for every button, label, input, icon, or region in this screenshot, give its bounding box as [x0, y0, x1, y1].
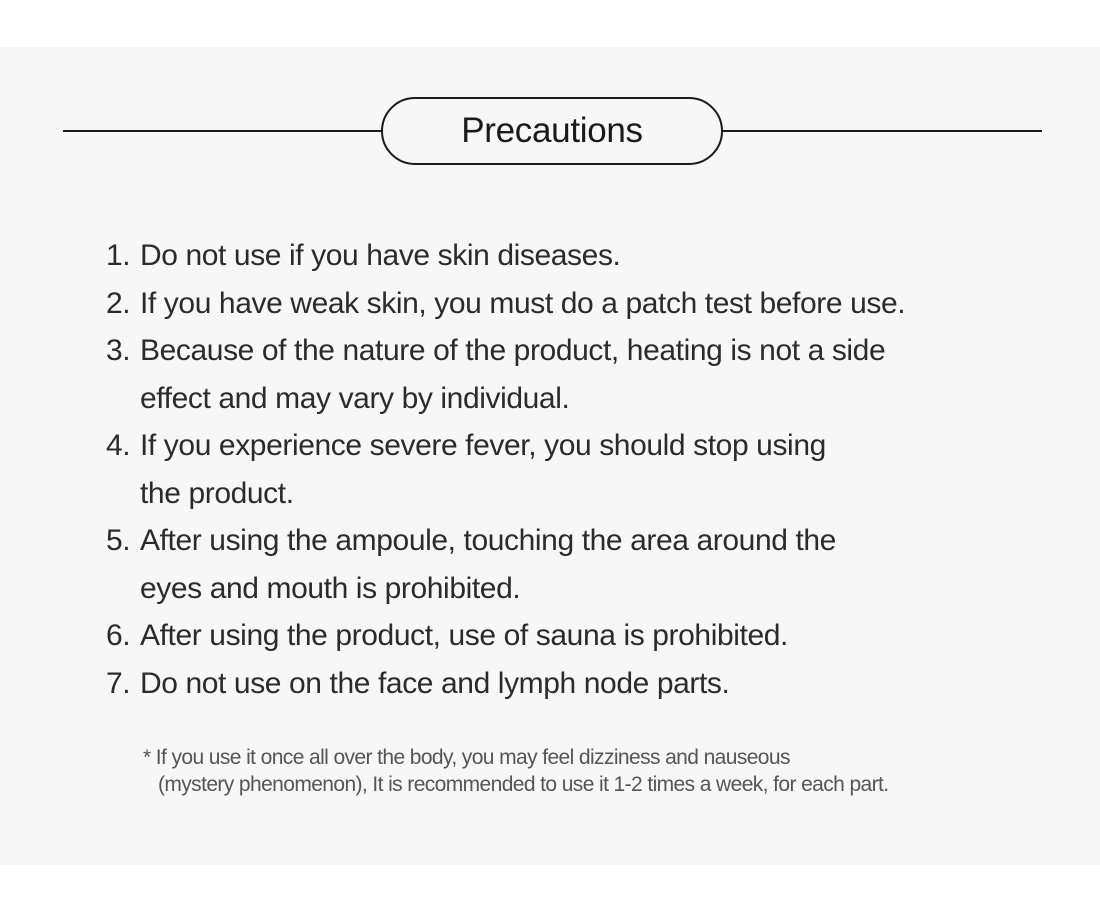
- item-text-line: After using the ampoule, touching the area around the: [140, 524, 836, 557]
- item-number: 5.: [106, 524, 131, 557]
- list-item: [106, 612, 1046, 660]
- footnote: [143, 744, 888, 798]
- title-pill: [381, 97, 723, 165]
- item-text: [140, 232, 620, 280]
- item-text-line: If you experience severe fever, you should stop using: [140, 429, 826, 462]
- item-text-line: Do not use on the face and lymph node parts.: [140, 666, 730, 700]
- list-item: [106, 232, 1046, 280]
- item-text-line: If you have weak skin, you must do a patch test before use.: [140, 286, 906, 320]
- list-item: [106, 517, 1046, 612]
- item-number: 7.: [106, 666, 131, 700]
- item-text-line: After using the product, use of sauna is prohibited.: [140, 619, 788, 652]
- item-text: [140, 280, 905, 328]
- item-text-line: Because of the nature of the product, heating is not a side: [140, 334, 886, 367]
- item-text-line: Do not use if you have skin diseases.: [140, 239, 621, 272]
- list-item: [106, 327, 1046, 422]
- item-text: [140, 660, 729, 708]
- item-text-line: effect and may vary by individual.: [140, 381, 570, 415]
- item-text-line: eyes and mouth is prohibited.: [140, 571, 521, 605]
- title-rule-left: [63, 130, 383, 132]
- page-title: Precautions: [461, 111, 643, 150]
- item-text: [140, 422, 826, 517]
- item-text: [140, 612, 788, 660]
- item-text: [140, 327, 885, 422]
- footnote-line: (mystery phenomenon), It is recommended to use it 1-2 times a week, for each part.: [158, 773, 889, 796]
- item-number: 6.: [106, 619, 131, 652]
- list-item: [106, 422, 1046, 517]
- footnote-line: * If you use it once all over the body, you may feel dizziness and nauseous: [143, 746, 790, 769]
- item-number: 2.: [106, 286, 131, 320]
- precautions-list: [106, 232, 1046, 707]
- item-number: 3.: [106, 334, 131, 367]
- list-item: [106, 280, 1046, 328]
- item-number: 1.: [106, 239, 131, 272]
- title-rule-right: [721, 130, 1042, 132]
- item-text: [140, 517, 836, 612]
- item-text-line: the product.: [140, 476, 294, 510]
- list-item: [106, 660, 1046, 708]
- item-number: 4.: [106, 429, 131, 462]
